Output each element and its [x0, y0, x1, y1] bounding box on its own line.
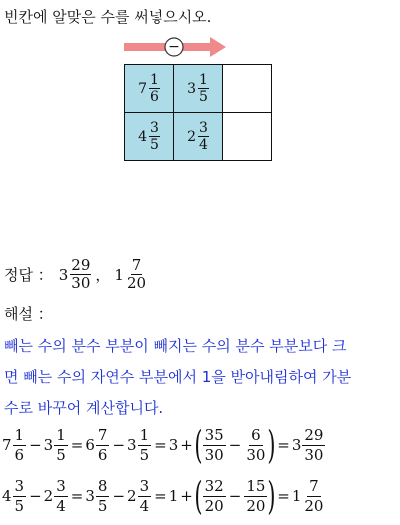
calculation-line-1: 7 $\frac{1}{6}$ − 3 $\frac{1}{5}$ = 6 $\frac{7}{6}$ − 3 $\frac{1}{5}$ = 3 + ( $\frac{35}{30}$ − $\frac{6}{30}$ ) = 3 $\frac{29}{30}$ — [2, 423, 324, 467]
explanation-line-3: 수로 바꾸어 계산합니다. — [4, 399, 164, 417]
answer-value-1: 3 $\frac{29}{30}$ — [58, 256, 91, 292]
explanation-line-1: 빼는 수의 분수 부분이 빼지는 수의 분수 부분보다 크 — [4, 337, 347, 355]
grid-cell: 3 $\frac{1}{5}$ — [174, 65, 223, 113]
answer-value-2: 1 $\frac{7}{20}$ — [114, 256, 147, 292]
grid-cell: 4 $\frac{3}{5}$ — [125, 113, 174, 161]
question-text: 빈칸에 알맞은 수를 써넣으시오. — [4, 8, 212, 26]
blank-cell-2[interactable] — [223, 113, 272, 161]
calculation-line-2: 4 $\frac{3}{5}$ − 2 $\frac{3}{4}$ = 3 $\frac{8}{5}$ − 2 $\frac{3}{4}$ = 1 + ( $\frac{32}{20}$ − $\frac{15}{20}$ ) = 1 $\frac{7}{20}$ — [2, 474, 324, 518]
answer-line — [4, 258, 147, 291]
grid-cell: 2 $\frac{3}{4}$ — [174, 113, 223, 161]
grid-cell: 7 $\frac{1}{6}$ — [125, 65, 174, 113]
blank-cell-1[interactable] — [223, 65, 272, 113]
answer-separator: ， — [95, 266, 111, 284]
minus-symbol: − — [168, 39, 180, 55]
explanation-label: 해설 ： — [4, 305, 53, 323]
minus-arrow-icon — [122, 35, 230, 59]
explanation-line-2: 면 빼는 수의 자연수 부분에서 1을 받아내림하여 가분 — [4, 368, 352, 386]
calculation-grid — [124, 64, 272, 161]
answer-label: 정답 ： — [4, 266, 53, 284]
